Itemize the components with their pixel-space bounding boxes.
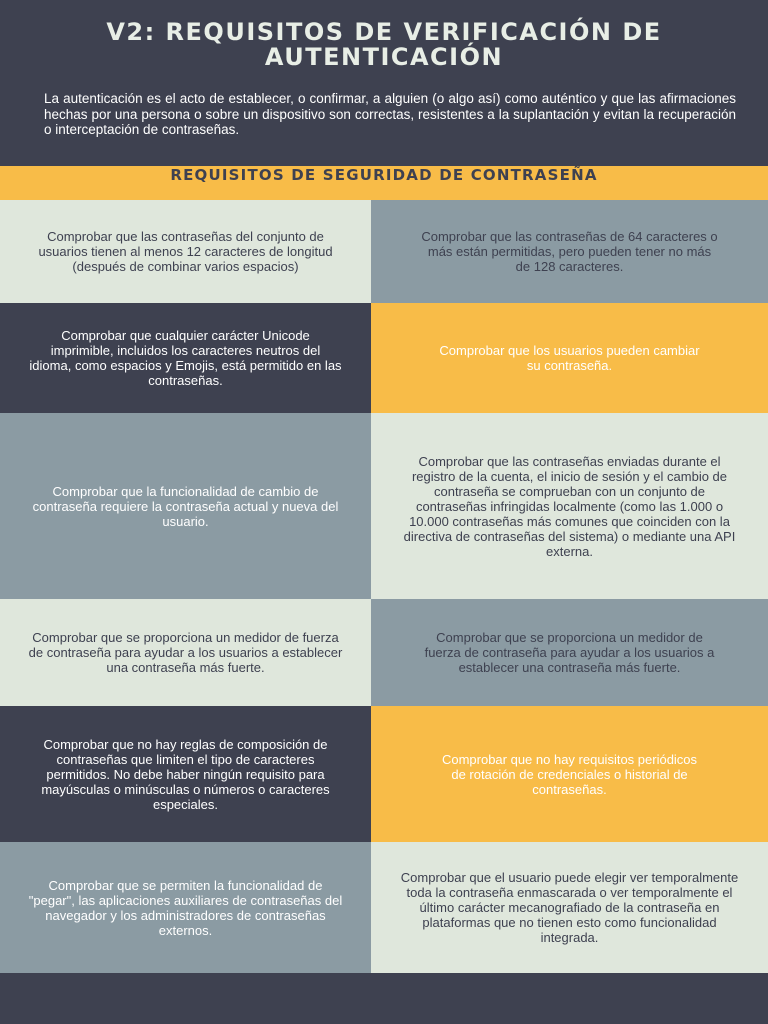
section-title: REQUISITOS DE SEGURIDAD DE CONTRASEÑA — [170, 166, 598, 184]
page-title-text: V2: REQUISITOS DE VERIFICACIÓN DE AUTENTICACIÓN — [106, 18, 662, 71]
header — [0, 0, 768, 166]
requirement-cell-left — [0, 599, 371, 706]
requirement-text: Comprobar que se permiten la funcionalidad de "pegar", las aplicaciones auxiliares de contraseñas del navegador y los administradores de contraseñas externos. — [28, 877, 343, 938]
requirement-text: Comprobar que cualquier carácter Unicode imprimible, incluidos los caracteres neutros del idioma, como espacios y Emojis, está permitido en las contraseñas. — [29, 328, 342, 388]
requirements-grid — [0, 200, 768, 973]
requirement-cell-left — [0, 706, 371, 842]
requirement-text: Comprobar que la funcionalidad de cambio de contraseña requiere la contraseña actual y nueva del usuario. — [32, 483, 339, 529]
requirement-row — [0, 599, 768, 706]
requirement-row — [0, 200, 768, 303]
requirement-cell-left — [0, 413, 371, 599]
requirement-text: Comprobar que las contraseñas del conjunto de usuarios tienen al menos 12 caracteres de longitud (después de combinar varios espacios) — [38, 229, 333, 274]
requirement-cell-left — [0, 842, 371, 973]
requirement-row — [0, 706, 768, 842]
requirement-text: Comprobar que se proporciona un medidor de fuerza de contraseña para ayudar a los usuarios a establecer una contraseña más fuerte. — [424, 630, 715, 675]
requirement-row — [0, 413, 768, 599]
requirement-row — [0, 842, 768, 973]
requirement-cell-right — [371, 599, 768, 706]
section-header — [0, 166, 768, 200]
requirement-text: Comprobar que las contraseñas de 64 caracteres o más están permitidas, pero pueden tener no más de 128 caracteres. — [421, 229, 718, 274]
requirement-text: Comprobar que no hay requisitos periódicos de rotación de credenciales o historial de contraseñas. — [441, 751, 698, 797]
requirement-cell-right — [371, 303, 768, 413]
requirement-cell-right — [371, 200, 768, 303]
footer-band — [0, 973, 768, 1024]
requirement-text: Comprobar que las contraseñas enviadas durante el registro de la cuenta, el inicio de sesión y el cambio de contraseña se comprueban con un conjunto de contraseñas infringidas localmente (como las 1.000 o 10.000 contraseñas más comunes que coinciden con la directiva de contraseñas del sistema) o mediante una API externa. — [403, 453, 736, 559]
requirement-text: Comprobar que los usuarios pueden cambiar su contraseña. — [439, 343, 700, 373]
requirement-cell-right — [371, 706, 768, 842]
requirement-cell-left — [0, 200, 371, 303]
requirement-cell-right — [371, 842, 768, 973]
requirement-text: Comprobar que se proporciona un medidor de fuerza de contraseña para ayudar a los usuarios a establecer una contraseña más fuerte. — [28, 630, 343, 675]
requirement-text: Comprobar que no hay reglas de composición de contraseñas que limiten el tipo de caracteres permitidos. No debe haber ningún requisito para mayúsculas o minúsculas o números o caracteres especiales. — [41, 736, 330, 812]
requirement-text: Comprobar que el usuario puede elegir ver temporalmente toda la contraseña enmascarada o ver temporalmente el último carácter mecanografiado de la contraseña en plataformas que no tienen esto como funcionalidad integrada. — [400, 870, 739, 945]
requirement-cell-left — [0, 303, 371, 413]
requirement-row — [0, 303, 768, 413]
intro-paragraph: La autenticación es el acto de establecer, o confirmar, a alguien (o algo así) como auténtico y que las afirmaciones hechas por una persona o sobre un dispositivo son correctas, resistentes a la suplantación y evitan la recuperación o interceptación de contraseñas. — [44, 91, 736, 137]
requirement-cell-right — [371, 413, 768, 599]
page-title — [0, 20, 768, 70]
